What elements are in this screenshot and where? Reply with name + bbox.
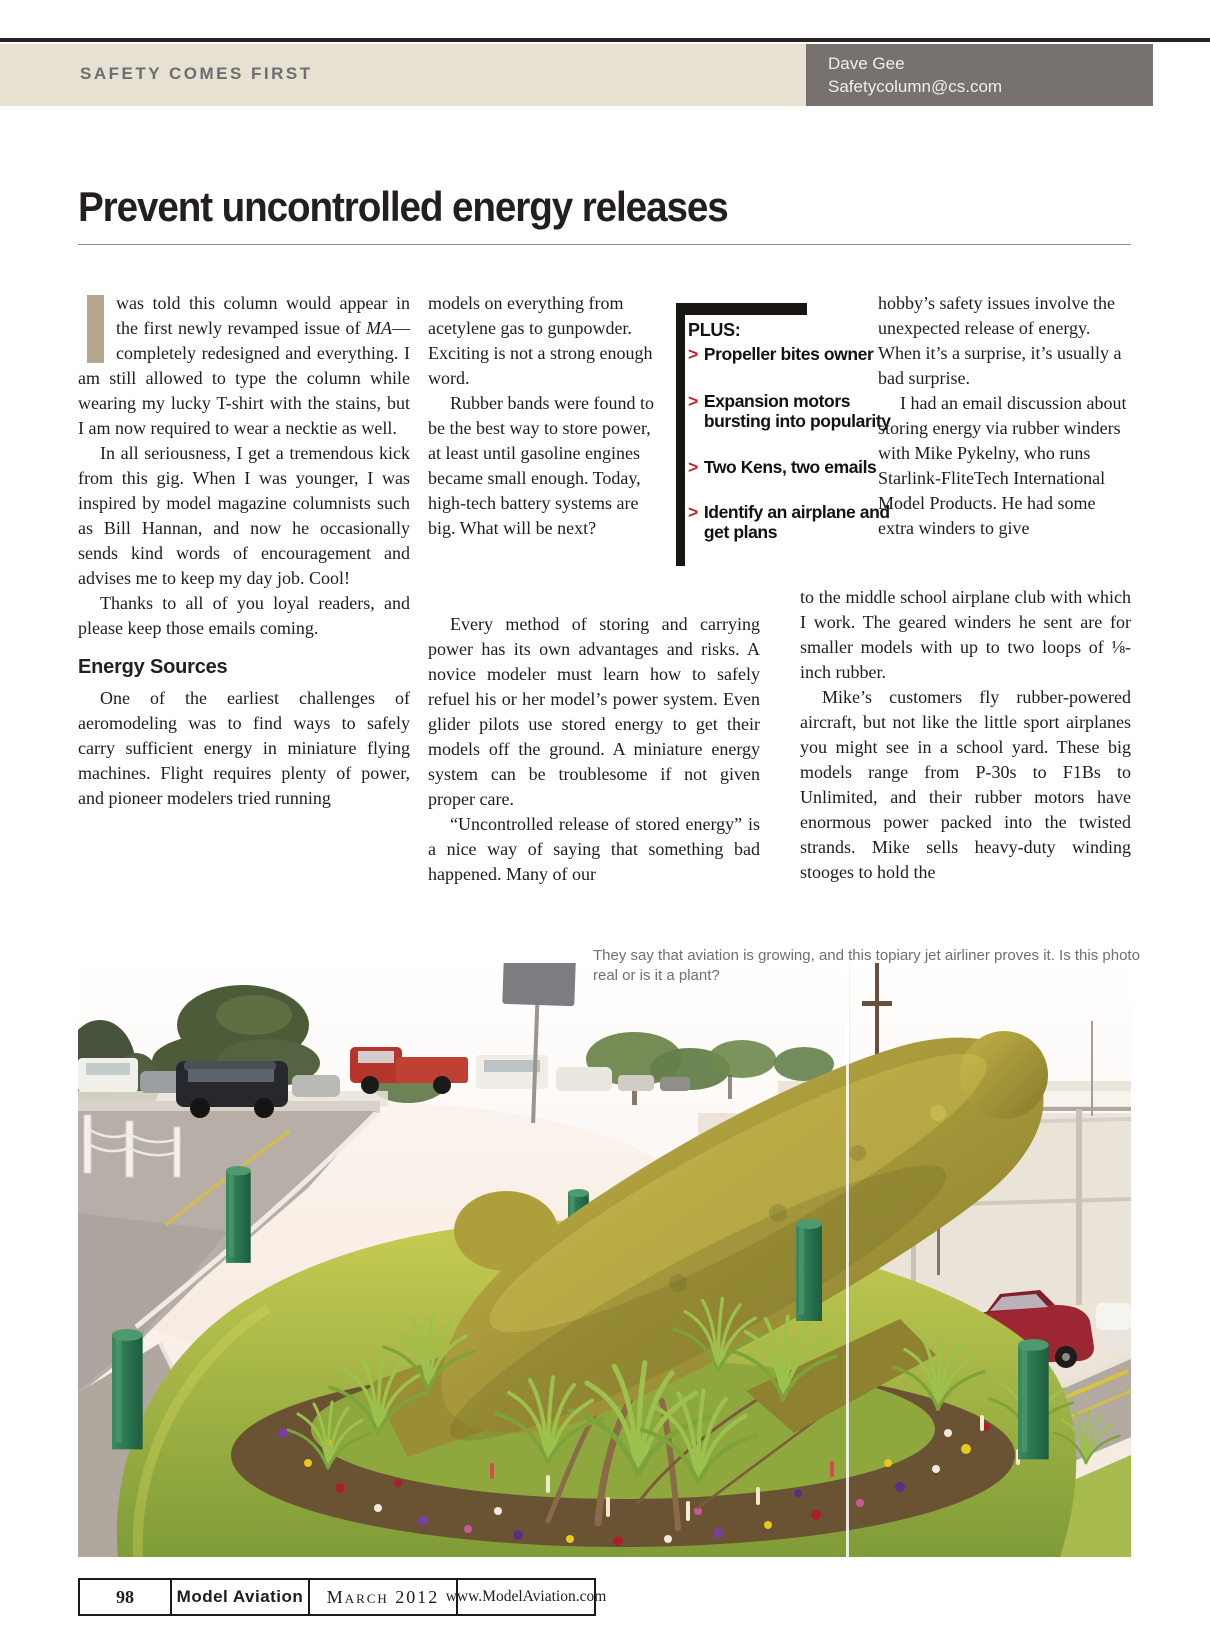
paragraph: to the middle school airplane club with which I work. The geared winders he sent are for smaller models with up to two loops of ⅛-inch rubber. [800,587,1131,682]
paragraph: I was told this column would appear in the first newly revamped issue of MA—completely redesigned and everything. I am still allowed to type the column while wearing my lucky T-shirt with the stains, but I am now required to wear a necktie as well. [78,293,410,438]
title-rule [78,244,1131,245]
issue-date: March 2012 [308,1580,456,1614]
plus-item: > Identify an airplane and get plans [688,502,890,542]
plus-label: PLUS: [688,320,741,340]
paragraph: “Uncontrolled release of stored energy” is a nice way of saying that something bad happened. Many of our [428,814,760,884]
energy-sources-heading: Energy Sources [78,656,228,678]
paragraph: In all seriousness, I get a tremendous kick from this gig. When I was younger, I was inspired by model magazine columnists such as Bill Hannan, and now he occasionally sends kind words of encouragement and advises me to keep my day job. Cool! [78,443,410,588]
plus-box-left-bar [676,303,685,566]
drop-cap: I [87,295,104,363]
paragraph: I had an email discussion about storing energy via rubber winders with Mike Pykelny, who runs Starlink-FliteTech International Model Products. He had some extra winders to give [878,393,1127,538]
plus-box-top-bar [676,303,807,315]
magazine-name: Model Aviation [170,1580,308,1614]
column-3-lower [800,585,1131,885]
column-2-upper [428,291,654,541]
section-label: SAFETY COMES FIRST [80,64,313,83]
arrow-icon: > [688,502,698,522]
bollard [226,1166,251,1263]
topiary-photo [78,963,1131,1557]
arrow-icon: > [688,457,698,477]
author-name: Dave Gee [828,54,905,73]
plus-item: > Propeller bites owner [688,344,874,364]
plus-item: > Two Kens, two emails [688,457,877,477]
column-2-lower [428,612,760,887]
arrow-icon: > [688,344,698,364]
paragraph: Every method of storing and carrying power has its own advantages and risks. A novice modeler must learn how to safely refuel his or her model’s power system. Even glider pilots use stored energy to get their models off the ground. A miniature energy system can be troublesome if not given proper care. [428,614,760,809]
bollard [796,1219,822,1321]
article-title: Prevent uncontrolled energy releases [78,183,728,230]
bollard [112,1329,143,1449]
paragraph: One of the earliest challenges of aeromodeling was to find ways to safely carry sufficient energy in miniature flying machines. Flight requires plenty of power, and pioneer modelers tried running [78,688,410,808]
plus-item: > Expansion motors bursting into popularity [688,391,891,431]
photo-caption: They say that aviation is growing, and this topiary jet airliner proves it. Is this photo real or is it a plant? [593,947,1140,984]
page-number: 98 [116,1586,134,1607]
plus-box-content [688,320,900,542]
paragraph: models on everything from acetylene gas to gunpowder. Exciting is not a strong enough word. [428,293,653,388]
bollard [1018,1339,1049,1459]
page-crease [846,963,850,1557]
topiary-photo-svg [78,963,1131,1557]
author-email: Safetycolumn@cs.com [828,77,1003,96]
paragraph: hobby’s safety issues involve the unexpected release of energy. When it’s a surprise, it’s usually a bad surprise. [878,293,1122,388]
author-box [806,44,1153,106]
magazine-abbrev: MA [366,318,392,338]
arrow-icon: > [688,391,698,411]
top-rule [0,38,1210,42]
paragraph: Thanks to all of you loyal readers, and please keep those emails coming. [78,593,410,638]
paragraph: Rubber bands were found to be the best way to store power, at least until gasoline engines became small enough. Today, high-tech battery systems are big. What will be next? [428,393,654,538]
footer-bar [78,1578,607,1616]
column-3-upper [878,291,1134,541]
paragraph: Mike’s customers fly rubber-powered aircraft, but not like the little sport airplanes you might see in a school yard. These big models range from P-30s to F1Bs to Unlimited, and their rubber motors have enormous power packed into the twisted strands. Mike sells heavy-duty winding stooges to hold the [800,687,1131,882]
website-url: www.ModelAviation.com [456,1580,594,1614]
column-1 [78,291,410,811]
plus-box [650,303,900,569]
